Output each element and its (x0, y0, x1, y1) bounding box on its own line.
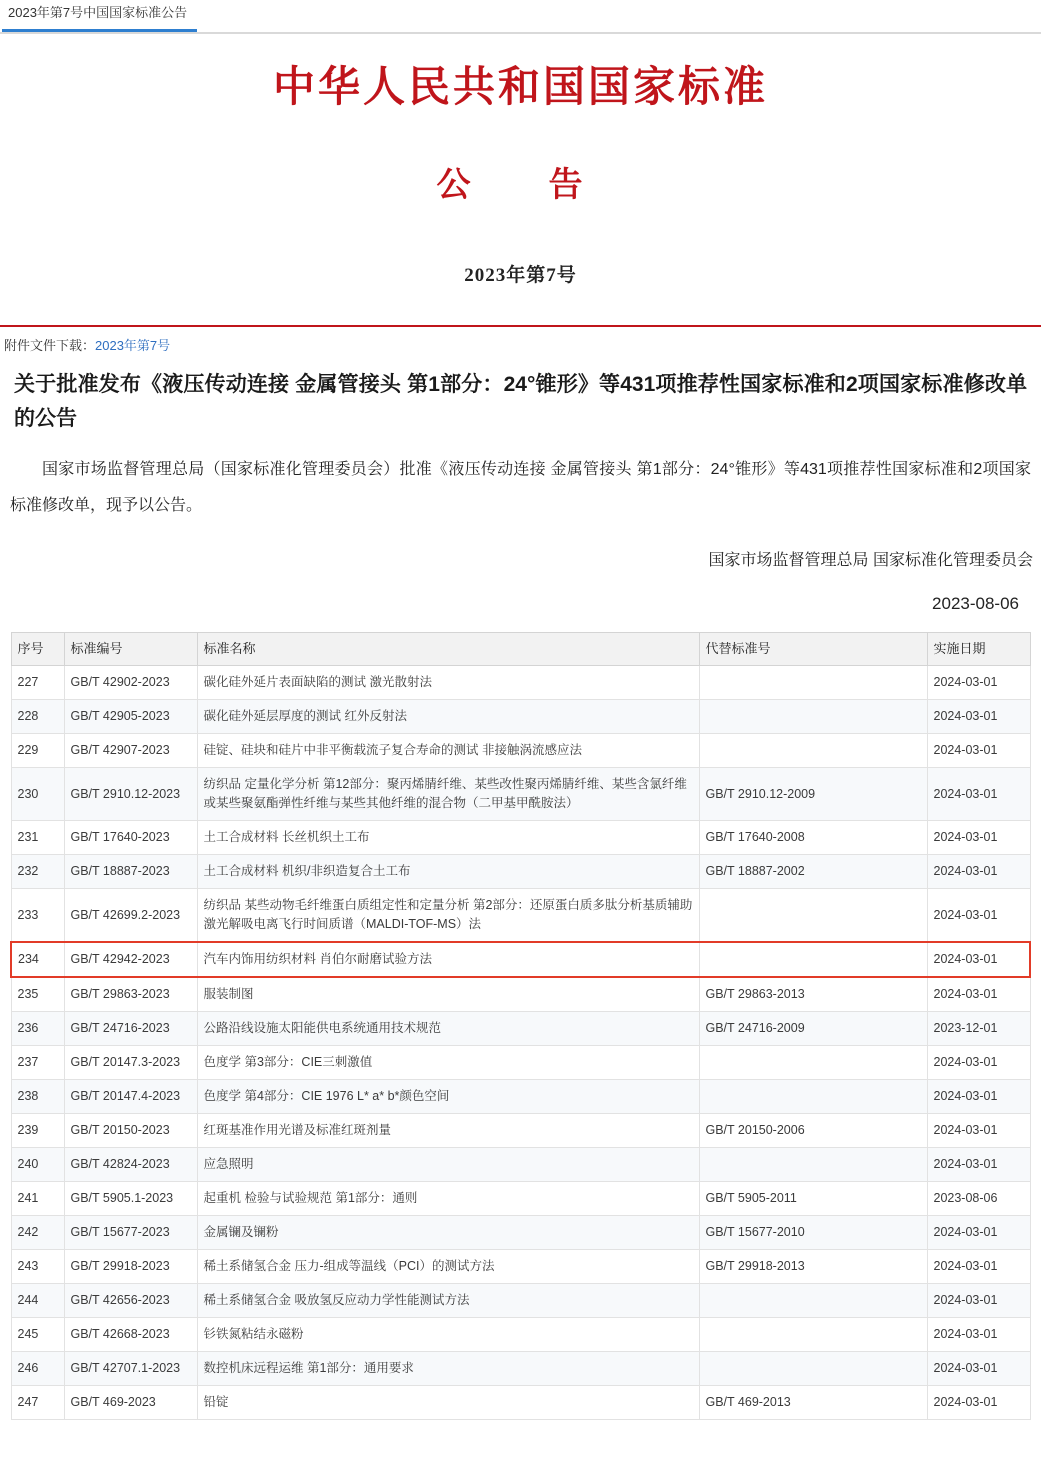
cell-name[interactable]: 服装制图 (197, 977, 699, 1012)
cell-name[interactable]: 金属镧及镧粉 (197, 1216, 699, 1250)
notice-signature: 国家市场监督管理总局 国家标准化管理委员会 (708, 552, 1033, 569)
cell-seq: 238 (11, 1080, 64, 1114)
cell-name[interactable]: 钐铁氮粘结永磁粉 (197, 1318, 699, 1352)
page-subtitle: 公 告 (436, 167, 605, 204)
table-row (11, 977, 1030, 1012)
cell-seq: 245 (11, 1318, 64, 1352)
cell-seq: 246 (11, 1352, 64, 1386)
attachment-line (0, 327, 1041, 358)
cell-seq: 231 (11, 821, 64, 855)
cell-date: 2023-08-06 (927, 1182, 1030, 1216)
table-row (11, 734, 1030, 768)
cell-seq: 240 (11, 1148, 64, 1182)
table-row (11, 1284, 1030, 1318)
table-row (11, 889, 1030, 943)
cell-code: GB/T 42942-2023 (64, 942, 197, 977)
table-row (11, 942, 1030, 977)
cell-date: 2024-03-01 (927, 1352, 1030, 1386)
table-row (11, 1046, 1030, 1080)
cell-name[interactable]: 红斑基准作用光谱及标准红斑剂量 (197, 1114, 699, 1148)
cell-date: 2024-03-01 (927, 1284, 1030, 1318)
cell-seq: 229 (11, 734, 64, 768)
cell-repl: GB/T 5905-2011 (699, 1182, 927, 1216)
cell-name[interactable]: 数控机床远程运维 第1部分：通用要求 (197, 1352, 699, 1386)
cell-seq: 243 (11, 1250, 64, 1284)
cell-repl (699, 942, 927, 977)
cell-name[interactable]: 起重机 检验与试验规范 第1部分：通则 (197, 1182, 699, 1216)
cell-name[interactable]: 纺织品 某些动物毛纤维蛋白质组定性和定量分析 第2部分：还原蛋白质多肽分析基质辅助激光解吸电离飞行时间质谱（MALDI-TOF-MS）法 (197, 889, 699, 943)
table-row (11, 1080, 1030, 1114)
tab-bar (0, 0, 1041, 34)
table-row (11, 700, 1030, 734)
cell-repl (699, 1148, 927, 1182)
notice-date: 2023-08-06 (932, 594, 1019, 613)
table-row (11, 1352, 1030, 1386)
cell-name[interactable]: 碳化硅外延层厚度的测试 红外反射法 (197, 700, 699, 734)
cell-repl: GB/T 469-2013 (699, 1386, 927, 1420)
cell-name[interactable]: 硅锭、硅块和硅片中非平衡载流子复合寿命的测试 非接触涡流感应法 (197, 734, 699, 768)
cell-name[interactable]: 稀土系储氢合金 压力-组成等温线（PCI）的测试方法 (197, 1250, 699, 1284)
table-row (11, 1216, 1030, 1250)
cell-code: GB/T 42699.2-2023 (64, 889, 197, 943)
column-header-name: 标准名称 (197, 633, 699, 666)
cell-code: GB/T 20147.3-2023 (64, 1046, 197, 1080)
cell-date: 2024-03-01 (927, 700, 1030, 734)
cell-date: 2024-03-01 (927, 734, 1030, 768)
cell-code: GB/T 20150-2023 (64, 1114, 197, 1148)
cell-code: GB/T 42656-2023 (64, 1284, 197, 1318)
cell-repl: GB/T 29863-2013 (699, 977, 927, 1012)
cell-code: GB/T 29918-2023 (64, 1250, 197, 1284)
cell-seq: 237 (11, 1046, 64, 1080)
table-row (11, 1148, 1030, 1182)
cell-seq: 232 (11, 855, 64, 889)
cell-name[interactable]: 土工合成材料 长丝机织土工布 (197, 821, 699, 855)
cell-date: 2024-03-01 (927, 1386, 1030, 1420)
cell-repl (699, 1318, 927, 1352)
cell-repl (699, 700, 927, 734)
cell-code: GB/T 42902-2023 (64, 666, 197, 700)
cell-name[interactable]: 碳化硅外延片表面缺陷的测试 激光散射法 (197, 666, 699, 700)
table-header-row (11, 633, 1030, 666)
table-row (11, 855, 1030, 889)
cell-seq: 230 (11, 768, 64, 821)
cell-seq: 241 (11, 1182, 64, 1216)
cell-repl: GB/T 15677-2010 (699, 1216, 927, 1250)
cell-code: GB/T 42668-2023 (64, 1318, 197, 1352)
column-header-seq: 序号 (11, 633, 64, 666)
table-row (11, 1386, 1030, 1420)
cell-code: GB/T 24716-2023 (64, 1012, 197, 1046)
cell-code: GB/T 42707.1-2023 (64, 1352, 197, 1386)
cell-repl (699, 734, 927, 768)
cell-code: GB/T 2910.12-2023 (64, 768, 197, 821)
cell-date: 2024-03-01 (927, 1318, 1030, 1352)
cell-seq: 235 (11, 977, 64, 1012)
cell-code: GB/T 42824-2023 (64, 1148, 197, 1182)
cell-repl: GB/T 18887-2002 (699, 855, 927, 889)
cell-repl (699, 1284, 927, 1318)
cell-seq: 247 (11, 1386, 64, 1420)
cell-date: 2024-03-01 (927, 855, 1030, 889)
cell-code: GB/T 42905-2023 (64, 700, 197, 734)
cell-name[interactable]: 色度学 第4部分：CIE 1976 L* a* b*颜色空间 (197, 1080, 699, 1114)
notice-body: 国家市场监督管理总局（国家标准化管理委员会）批准《液压传动连接 金属管接头 第1部分：24°锥形》等431项推荐性国家标准和2项国家标准修改单，现予以公告。 (10, 461, 1031, 514)
cell-date: 2024-03-01 (927, 768, 1030, 821)
cell-date: 2024-03-01 (927, 889, 1030, 943)
cell-code: GB/T 29863-2023 (64, 977, 197, 1012)
cell-date: 2024-03-01 (927, 1148, 1030, 1182)
table-row (11, 768, 1030, 821)
cell-repl (699, 889, 927, 943)
cell-date: 2024-03-01 (927, 1046, 1030, 1080)
cell-name[interactable]: 汽车内饰用纺织材料 肖伯尔耐磨试验方法 (197, 942, 699, 977)
cell-seq: 233 (11, 889, 64, 943)
cell-repl: GB/T 20150-2006 (699, 1114, 927, 1148)
cell-date: 2024-03-01 (927, 666, 1030, 700)
cell-repl (699, 1080, 927, 1114)
cell-code: GB/T 20147.4-2023 (64, 1080, 197, 1114)
cell-date: 2024-03-01 (927, 977, 1030, 1012)
cell-seq: 236 (11, 1012, 64, 1046)
document-header (0, 34, 1041, 287)
cell-seq: 228 (11, 700, 64, 734)
cell-date: 2024-03-01 (927, 942, 1030, 977)
cell-repl (699, 1352, 927, 1386)
table-row (11, 1250, 1030, 1284)
cell-repl: GB/T 29918-2013 (699, 1250, 927, 1284)
cell-seq: 239 (11, 1114, 64, 1148)
standards-table (10, 632, 1031, 1420)
cell-code: GB/T 17640-2023 (64, 821, 197, 855)
cell-repl (699, 1046, 927, 1080)
cell-name[interactable]: 稀土系储氢合金 吸放氢反应动力学性能测试方法 (197, 1284, 699, 1318)
column-header-repl: 代替标准号 (699, 633, 927, 666)
table-row (11, 1114, 1030, 1148)
cell-date: 2024-03-01 (927, 1080, 1030, 1114)
cell-date: 2023-12-01 (927, 1012, 1030, 1046)
cell-repl (699, 666, 927, 700)
cell-code: GB/T 18887-2023 (64, 855, 197, 889)
table-body (11, 666, 1030, 1420)
cell-date: 2024-03-01 (927, 1114, 1030, 1148)
tab-announcement[interactable]: 2023年第7号中国国家标准公告 (2, 0, 197, 32)
cell-name[interactable]: 应急照明 (197, 1148, 699, 1182)
cell-code: GB/T 42907-2023 (64, 734, 197, 768)
cell-code: GB/T 5905.1-2023 (64, 1182, 197, 1216)
cell-repl: GB/T 24716-2009 (699, 1012, 927, 1046)
issue-number: 2023年第7号 (464, 265, 577, 286)
attachment-label: 附件文件下载： (4, 338, 96, 353)
table-row (11, 1012, 1030, 1046)
cell-repl: GB/T 2910.12-2009 (699, 768, 927, 821)
standards-table-wrapper (0, 618, 1041, 1420)
cell-name[interactable]: 公路沿线设施太阳能供电系统通用技术规范 (197, 1012, 699, 1046)
cell-seq: 244 (11, 1284, 64, 1318)
cell-name[interactable]: 纺织品 定量化学分析 第12部分：聚丙烯腈纤维、某些改性聚丙烯腈纤维、某些含氯纤维或某些聚氨酯弹性纤维与某些其他纤维的混合物（二甲基甲酰胺法） (197, 768, 699, 821)
attachment-download-link[interactable]: 2023年第7号 (95, 338, 171, 353)
column-header-date: 实施日期 (927, 633, 1030, 666)
cell-date: 2024-03-01 (927, 1250, 1030, 1284)
cell-seq: 234 (11, 942, 64, 977)
table-row (11, 821, 1030, 855)
cell-seq: 227 (11, 666, 64, 700)
cell-seq: 242 (11, 1216, 64, 1250)
cell-date: 2024-03-01 (927, 821, 1030, 855)
table-row (11, 1182, 1030, 1216)
cell-name[interactable]: 色度学 第3部分：CIE三刺激值 (197, 1046, 699, 1080)
cell-name[interactable]: 土工合成材料 机织/非织造复合土工布 (197, 855, 699, 889)
cell-code: GB/T 469-2023 (64, 1386, 197, 1420)
table-row (11, 1318, 1030, 1352)
column-header-code: 标准编号 (64, 633, 197, 666)
cell-code: GB/T 15677-2023 (64, 1216, 197, 1250)
page-title: 中华人民共和国国家标准 (272, 65, 768, 111)
cell-repl: GB/T 17640-2008 (699, 821, 927, 855)
cell-name[interactable]: 铅锭 (197, 1386, 699, 1420)
cell-date: 2024-03-01 (927, 1216, 1030, 1250)
table-row (11, 666, 1030, 700)
notice-title: 关于批准发布《液压传动连接 金属管接头 第1部分：24°锥形》等431项推荐性国家标准和2项国家标准修改单的公告 (14, 373, 1027, 430)
